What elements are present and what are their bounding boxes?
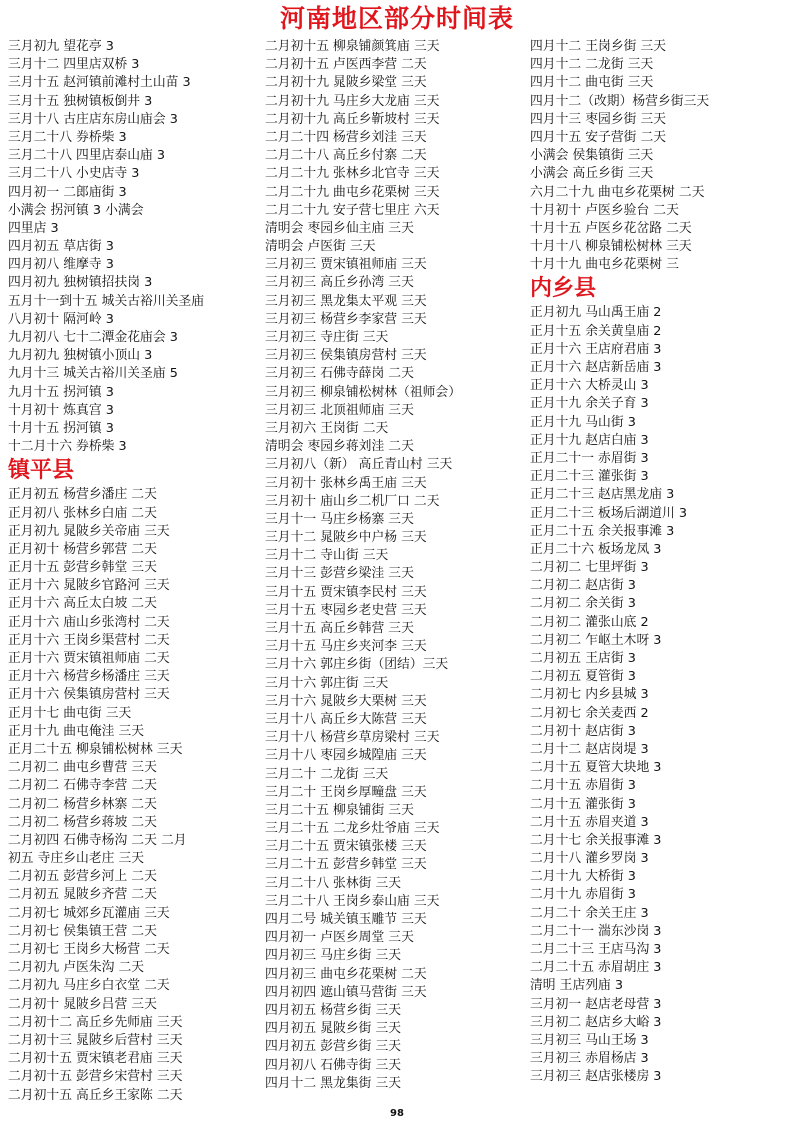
- schedule-entry: 四月十二 二龙街 三天: [530, 57, 654, 73]
- schedule-entry: 三月初二 赵店乡大峪 3: [530, 1014, 662, 1030]
- schedule-entry: 三月十五 贾宋镇李民村 三天: [265, 584, 427, 600]
- schedule-entry: 二月二十四 杨营乡刘洼 三天: [265, 129, 427, 145]
- schedule-entry: 四月初五 彭营乡街 三天: [265, 1039, 402, 1055]
- schedule-entry: 三月初十 庙山乡二机厂口 二天: [265, 493, 440, 509]
- schedule-entry: 二月初七 侯集镇王营 二天: [8, 923, 157, 939]
- schedule-entry: 正月初九 晁陂乡关帝庙 三天: [8, 523, 170, 539]
- schedule-entry: 正月初八 张林乡白庙 二天: [8, 505, 157, 521]
- schedule-entry: 三月十三 彭营乡梁洼 三天: [265, 566, 414, 582]
- schedule-entry: 二月初五 夏管街 3: [530, 669, 636, 685]
- schedule-entry: 二月初十九 高丘乡靳坡村 三天: [265, 111, 440, 127]
- schedule-entry: 四月初五 杨营乡街 三天: [265, 1002, 402, 1018]
- schedule-entry: 四月初八 维摩寺 3: [8, 257, 114, 273]
- schedule-entry: 三月二十五 二龙乡灶爷庙 三天: [265, 821, 440, 837]
- schedule-entry: 三月十八 古庄店东房山庙会 3: [8, 111, 178, 127]
- schedule-entry: 九月初八 七十二潭金花庙会 3: [8, 330, 178, 345]
- schedule-entry: 二月初二 赵店街 3: [530, 578, 636, 594]
- schedule-entry: 三月十八 杨营乡草房梁村 三天: [265, 730, 440, 746]
- schedule-entry: 九月十三 城关古裕川关圣庙 5: [8, 366, 178, 382]
- schedule-entry: 三月十五 赵河镇前滩村土山苗 3: [8, 75, 191, 91]
- schedule-entry: 三月二十五 贾宋镇张楼 三天: [265, 839, 427, 855]
- schedule-entry: 正月初九 马山禹王庙 2: [530, 305, 662, 321]
- schedule-entry: 正月十九 赵店白庙 3: [530, 432, 649, 448]
- schedule-entry: 四月十二 曲屯街 三天: [530, 75, 654, 91]
- schedule-entry: 四月初五 晁陂乡街 三天: [265, 1021, 402, 1037]
- schedule-entry: 四月初九 独树镇招扶岗 3: [8, 275, 153, 291]
- schedule-entry: 小满会 高丘乡街 三天: [530, 166, 654, 182]
- schedule-entry: 正月二十五 柳泉铺松树林 三天: [8, 741, 183, 757]
- schedule-entry: 正月十九 余关子育 3: [530, 396, 649, 412]
- schedule-entry: 三月初三 北顶祖师庙 三天: [265, 402, 414, 418]
- schedule-entry: 二月十五 灌张街 3: [530, 796, 636, 812]
- schedule-entry: 三月十八 高丘乡大陈营 三天: [265, 711, 427, 727]
- schedule-entry: 二月初七 城郊乡瓦灌庙 三天: [8, 905, 170, 921]
- schedule-entry: 三月二十五 彭营乡韩堂 三天: [265, 857, 427, 873]
- schedule-entry: 三月初一 赵店老母营 3: [530, 996, 662, 1012]
- schedule-entry: 五月十一到十五 城关古裕川关圣庙: [8, 293, 205, 309]
- schedule-entry: 三月十五 马庄乡夹河李 三天: [265, 639, 427, 655]
- schedule-entry: 三月二十八 四里店泰山庙 3: [8, 148, 166, 164]
- schedule-entry: 正月十六 杨营乡杨潘庄 三天: [8, 669, 170, 685]
- schedule-entry: 二月初二 余关街 3: [530, 596, 636, 612]
- schedule-entry: 二月二十一 湍东沙岗 3: [530, 923, 662, 939]
- schedule-entry: 三月初三 石佛寺薛岗 二天: [265, 366, 414, 382]
- schedule-entry: 正月二十三 赵店黑龙庙 3: [530, 487, 675, 503]
- schedule-entry: 三月十六 晁陂乡大栗树 三天: [265, 693, 427, 709]
- schedule-entry: 三月二十八 小史店寺 3: [8, 166, 140, 182]
- schedule-entry: 四月初八 石佛寺街 三天: [265, 1057, 402, 1073]
- schedule-column-3: [530, 38, 790, 1087]
- schedule-entry: 二月十八 灌乡罗岗 3: [530, 851, 649, 867]
- schedule-entry: 三月十八 枣园乡城隍庙 三天: [265, 748, 427, 764]
- schedule-entry: 三月初六 王岗街 二天: [265, 420, 389, 436]
- schedule-entry: 十月十九 曲屯乡花栗树 三: [530, 257, 679, 273]
- schedule-entry: 四月初三 马庄乡街 三天: [265, 948, 402, 964]
- schedule-entry: 二月初九 卢医朱沟 二天: [8, 960, 145, 976]
- schedule-entry: 三月十二 四里店双桥 3: [8, 57, 140, 73]
- schedule-entry: 二月十五 赤眉夹道 3: [530, 814, 649, 830]
- schedule-entry: 二月初七 余关麦西 2: [530, 705, 649, 721]
- schedule-entry: 三月初三 马山王场 3: [530, 1032, 649, 1048]
- schedule-entry: 四月二号 城关镇玉雕节 三天: [265, 912, 427, 927]
- schedule-entry: 二月初二 石佛寺李营 二天: [8, 778, 157, 794]
- schedule-entry: 三月初三 侯集镇房营村 三天: [265, 348, 427, 364]
- schedule-entry: 四月十二（改期）杨营乡街三天: [530, 93, 710, 109]
- schedule-entry: 三月初三 赵店张楼房 3: [530, 1069, 662, 1085]
- schedule-entry: 二月初四 石佛寺杨沟 二天 二月: [8, 832, 187, 848]
- schedule-entry: 三月二十八 券桥柴 3: [8, 129, 127, 145]
- schedule-entry: 二月十九 大桥街 3: [530, 869, 636, 885]
- schedule-entry: 清明 王店列庙 3: [530, 978, 624, 994]
- schedule-entry: 二月二十九 张林乡北官寺 三天: [265, 166, 440, 182]
- schedule-entry: 二月二十 余关王庄 3: [530, 905, 649, 921]
- schedule-entry: 四里店 3: [8, 220, 59, 236]
- schedule-entry: 二月初九 马庄乡白衣堂 二天: [8, 978, 170, 994]
- schedule-entry: 二月初五 彭营乡河上 二天: [8, 869, 157, 885]
- schedule-entry: 三月二十八 王岗乡泰山庙 三天: [265, 893, 440, 909]
- section-heading: 内乡县: [530, 276, 597, 302]
- schedule-entry: 二月初十五 贾宋镇老君庙 三天: [8, 1051, 183, 1067]
- schedule-entry: 二月初七 王岗乡大杨营 二天: [8, 942, 170, 957]
- schedule-entry: 正月十六 赵店新岳庙 3: [530, 360, 662, 375]
- schedule-entry: 二月十九 赤眉街 3: [530, 887, 636, 903]
- schedule-entry: 三月十五 独树镇板倒井 3: [8, 93, 153, 109]
- schedule-entry: 十月十五 卢医乡花岔路 二天: [530, 220, 692, 236]
- schedule-entry: 二月二十三 王店马沟 3: [530, 942, 662, 957]
- schedule-entry: 正月十六 王岗乡渠营村 二天: [8, 632, 170, 648]
- schedule-entry: 二月初二 杨营乡林寨 二天: [8, 796, 157, 812]
- schedule-entry: 小满会 侯集镇街 三天: [530, 148, 654, 164]
- schedule-entry: 三月十二 寺山街 三天: [265, 548, 389, 564]
- schedule-entry: 正月十九 马山街 3: [530, 414, 636, 430]
- schedule-entry: 正月十六 侯集镇房营村 三天: [8, 687, 170, 703]
- schedule-entry: 小满会 拐河镇 3 小满会: [8, 202, 144, 218]
- schedule-entry: 二月十二 赵店岗堤 3: [530, 741, 649, 757]
- schedule-entry: 清明会 枣园乡蒋刘洼 二天: [265, 439, 414, 455]
- schedule-entry: 二月初二 灌张山底 2: [530, 614, 649, 630]
- schedule-entry: 二月初十五 彭营乡宋营村 三天: [8, 1069, 183, 1085]
- schedule-entry: 清明会 卢医街 三天: [265, 239, 376, 255]
- schedule-entry: 三月初三 柳泉铺松树林（祖师会）: [265, 384, 462, 400]
- section-heading: 镇平县: [8, 458, 75, 484]
- schedule-entry: 二月十七 余关报事滩 3: [530, 832, 662, 848]
- schedule-entry: 正月十六 大桥灵山 3: [530, 378, 649, 394]
- schedule-entry: 正月二十一 赤眉街 3: [530, 450, 649, 466]
- schedule-entry: 十月初十 炼真宫 3: [8, 402, 114, 418]
- schedule-entry: 二月初七 内乡县城 3: [530, 687, 649, 703]
- schedule-entry: 三月二十 王岗乡厚疃盘 三天: [265, 784, 427, 800]
- schedule-entry: 四月初三 曲屯乡花栗树 二天: [265, 966, 427, 982]
- schedule-entry: 正月十五 余关黄皇庙 2: [530, 323, 662, 339]
- schedule-entry: 三月二十五 柳泉铺街 三天: [265, 802, 414, 818]
- schedule-entry: 二月十五 赤眉街 3: [530, 778, 636, 794]
- schedule-entry: 八月初十 隔河岭 3: [8, 311, 114, 327]
- schedule-entry: 正月二十六 板场龙凤 3: [530, 541, 662, 557]
- schedule-entry: 正月十六 晁陂乡官路河 三天: [8, 578, 170, 594]
- schedule-entry: 十二月十六 券桥柴 3: [8, 439, 127, 455]
- schedule-entry: 正月二十三 板场后湖道川 3: [530, 505, 688, 521]
- schedule-entry: 九月十五 拐河镇 3: [8, 384, 114, 400]
- schedule-entry: 四月初一 二郎庙街 3: [8, 184, 127, 200]
- schedule-entry: 四月初五 草店街 3: [8, 239, 114, 255]
- schedule-entry: 三月初十 张林乡禹王庙 三天: [265, 475, 427, 491]
- schedule-entry: 正月十九 曲屯俺洼 三天: [8, 723, 145, 739]
- schedule-entry: 正月十六 贾宋镇祖师庙 二天: [8, 651, 170, 666]
- schedule-entry: 二月初十二 高丘乡先师庙 三天: [8, 1014, 183, 1030]
- schedule-entry: 十月十八 柳泉铺松树林 三天: [530, 239, 692, 255]
- schedule-entry: 正月初五 杨营乡潘庄 二天: [8, 487, 157, 503]
- schedule-entry: 二月初十三 晁陂乡后营村 三天: [8, 1032, 183, 1048]
- schedule-entry: 正月十六 王店府君庙 3: [530, 341, 662, 357]
- schedule-entry: 正月二十三 灌张街 3: [530, 469, 649, 485]
- schedule-column-1: [8, 38, 260, 1105]
- schedule-entry: 二月初十 赵店街 3: [530, 723, 636, 739]
- schedule-entry: 二月二十八 高丘乡付寨 二天: [265, 148, 427, 164]
- page-number: 98: [390, 1108, 404, 1119]
- schedule-entry: 三月二十 二龙街 三天: [265, 766, 389, 782]
- schedule-entry: 四月十二 王岗乡街 三天: [530, 39, 667, 54]
- schedule-entry: 二月初十 晁陂乡吕营 三天: [8, 996, 157, 1012]
- schedule-entry: 二月初十九 马庄乡大龙庙 三天: [265, 93, 440, 109]
- schedule-entry: 二月二十九 曲屯乡花栗树 三天: [265, 184, 440, 200]
- schedule-entry: 三月初三 杨营乡李家营 三天: [265, 311, 427, 327]
- page-title: 河南地区部分时间表: [279, 4, 514, 33]
- schedule-entry: 二月十五 夏管大块地 3: [530, 760, 662, 776]
- schedule-entry: 十月初十 卢医乡验台 二天: [530, 202, 679, 218]
- schedule-entry: 正月十七 曲屯街 三天: [8, 705, 132, 721]
- schedule-entry: 三月十五 枣园乡老史营 三天: [265, 602, 427, 618]
- schedule-entry: 二月二十九 安子营七里庄 六天: [265, 202, 440, 218]
- schedule-entry: 六月二十九 曲屯乡花栗树 二天: [530, 184, 705, 200]
- schedule-entry: 正月十五 彭营乡韩堂 三天: [8, 560, 157, 576]
- schedule-entry: 九月初九 独树镇小顶山 3: [8, 348, 153, 364]
- schedule-entry: 四月十三 枣园乡街 三天: [530, 111, 667, 127]
- schedule-entry: 二月初十九 晁陂乡梁堂 三天: [265, 75, 427, 91]
- schedule-entry: 三月十六 郭庄街 三天: [265, 675, 389, 691]
- schedule-column-2: [265, 38, 527, 1093]
- schedule-entry: 十月十五 拐河镇 3: [8, 420, 114, 436]
- schedule-entry: 二月初二 乍岖土木呀 3: [530, 632, 662, 648]
- schedule-entry: 三月十一 马庄乡杨寨 三天: [265, 511, 414, 527]
- schedule-entry: 三月初三 寺庄街 三天: [265, 330, 389, 345]
- schedule-entry: 正月十六 高丘太白坡 二天: [8, 596, 157, 612]
- schedule-entry: 三月初八（新） 高丘青山村 三天: [265, 457, 453, 473]
- schedule-entry: 二月初五 王店街 3: [530, 651, 636, 666]
- schedule-entry: 三月十六 郭庄乡街（团结）三天: [265, 657, 449, 673]
- schedule-entry: 四月初四 遮山镇马营街 三天: [265, 984, 427, 1000]
- schedule-entry: 二月初十五 柳泉铺颜箕庙 三天: [265, 39, 440, 54]
- schedule-entry: 四月十五 安子营街 二天: [530, 129, 667, 145]
- schedule-entry: 二月二十五 赤眉胡庄 3: [530, 960, 662, 976]
- schedule-entry: 二月初二 杨营乡蒋坡 二天: [8, 814, 157, 830]
- schedule-entry: 正月十六 庙山乡张湾村 二天: [8, 614, 170, 630]
- schedule-entry: 三月二十八 张林街 三天: [265, 875, 402, 891]
- schedule-entry: 初五 寺庄乡山老庄 三天: [8, 851, 145, 867]
- schedule-entry: 正月初十 杨营乡郭营 二天: [8, 541, 157, 557]
- schedule-entry: 三月十五 高丘乡韩营 三天: [265, 621, 414, 636]
- schedule-entry: 二月初十五 高丘乡王家陈 二天: [8, 1087, 183, 1103]
- schedule-entry: 二月初十五 卢医西李营 二天: [265, 57, 427, 73]
- schedule-entry: 三月十二 晁陂乡中户杨 三天: [265, 530, 427, 546]
- schedule-entry: 正月二十五 余关报事滩 3: [530, 523, 675, 539]
- schedule-entry: 三月初九 望花亭 3: [8, 39, 114, 54]
- schedule-entry: 四月初一 卢医乡周堂 三天: [265, 930, 414, 946]
- schedule-entry: 二月初二 七里坪街 3: [530, 560, 649, 576]
- schedule-entry: 三月初三 高丘乡孙湾 三天: [265, 275, 414, 291]
- schedule-entry: 二月初二 曲屯乡曹营 三天: [8, 760, 157, 776]
- schedule-entry: 三月初三 贾宋镇祖师庙 三天: [265, 257, 427, 273]
- schedule-entry: 四月十二 黑龙集街 三天: [265, 1075, 402, 1091]
- schedule-entry: 二月初五 晁陂乡齐营 二天: [8, 887, 157, 903]
- schedule-entry: 三月初三 赤眉杨店 3: [530, 1051, 649, 1067]
- schedule-entry: 清明会 枣园乡仙主庙 三天: [265, 220, 414, 236]
- schedule-entry: 三月初三 黑龙集太平观 三天: [265, 293, 427, 309]
